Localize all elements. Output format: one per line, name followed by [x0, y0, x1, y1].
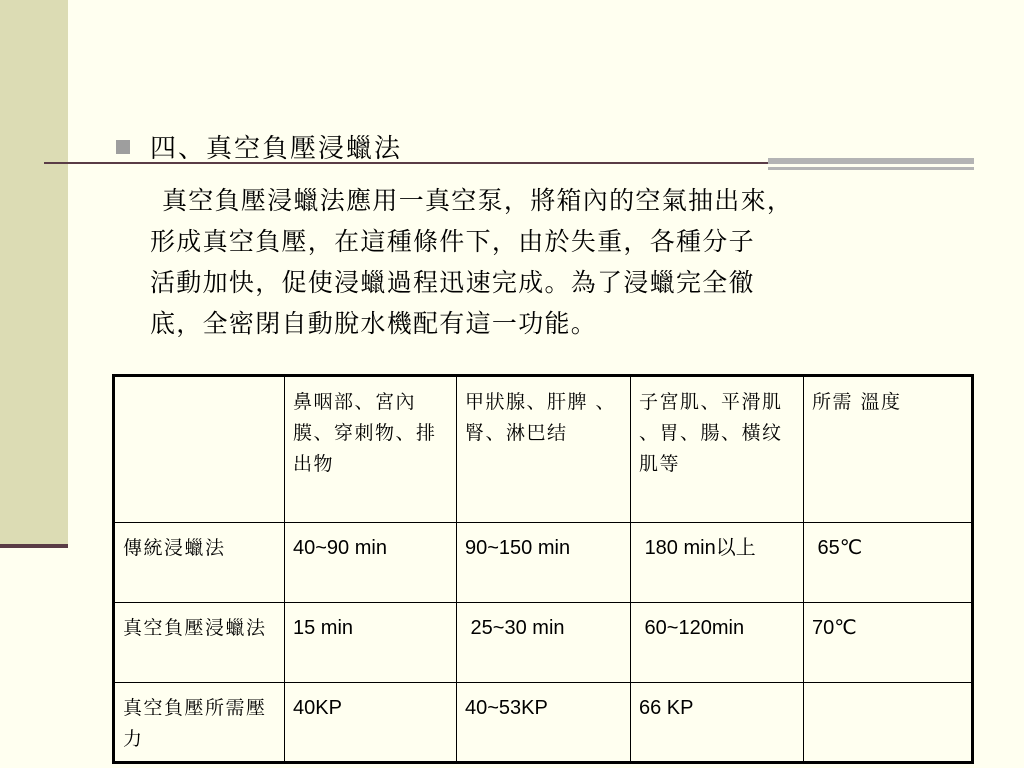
- body-line: 形成真空負壓，在這種條件下，由於失重，各種分子: [150, 227, 755, 256]
- header-cell: 鼻咽部、宮內膜、穿刺物、排出物: [285, 376, 457, 523]
- square-bullet-icon: [116, 140, 130, 154]
- row-label-cell: 真空負壓浸蠟法: [114, 603, 285, 683]
- table-cell: 60~120min: [631, 603, 804, 683]
- header-cell: [114, 376, 285, 523]
- table-cell: 40KP: [285, 683, 457, 763]
- sidebar-divider: [0, 544, 68, 548]
- body-paragraph: [150, 180, 980, 344]
- table-cell: 65℃: [804, 523, 973, 603]
- header-cell: 甲狀腺、肝脾 、 腎、淋巴结: [457, 376, 631, 523]
- body-line: 活動加快，促使浸蠟過程迅速完成。為了浸蠟完全徹: [150, 268, 755, 297]
- row-label-cell: 傳統浸蠟法: [114, 523, 285, 603]
- table-cell: 40~90 min: [285, 523, 457, 603]
- header-cell: 子宮肌、平滑肌 、胃、腸、橫纹肌等: [631, 376, 804, 523]
- table-cell: 25~30 min: [457, 603, 631, 683]
- table-cell: 15 min: [285, 603, 457, 683]
- body-line: 真空負壓浸蠟法應用一真空泵，將箱內的空氣抽出來，: [162, 186, 794, 215]
- slide-title: 四、真空負壓浸蠟法: [150, 134, 403, 164]
- table-row: [114, 603, 973, 683]
- table-cell: 40~53KP: [457, 683, 631, 763]
- table-row: [114, 683, 973, 763]
- table-cell: 90~150 min: [457, 523, 631, 603]
- table-header-row: [114, 376, 973, 523]
- table-cell: 180 min以上: [631, 523, 804, 603]
- table-cell: 66 KP: [631, 683, 804, 763]
- body-line: 底，全密閉自動脫水機配有這一功能。: [150, 309, 598, 338]
- table-row: [114, 523, 973, 603]
- comparison-table: [112, 374, 974, 764]
- table-cell: [804, 683, 973, 763]
- header-cell: 所需 溫度: [804, 376, 973, 523]
- title-rule-accent: [768, 158, 974, 178]
- row-label-cell: 真空負壓所需壓力: [114, 683, 285, 763]
- table-cell: 70℃: [804, 603, 973, 683]
- decorative-sidebar: [0, 0, 68, 548]
